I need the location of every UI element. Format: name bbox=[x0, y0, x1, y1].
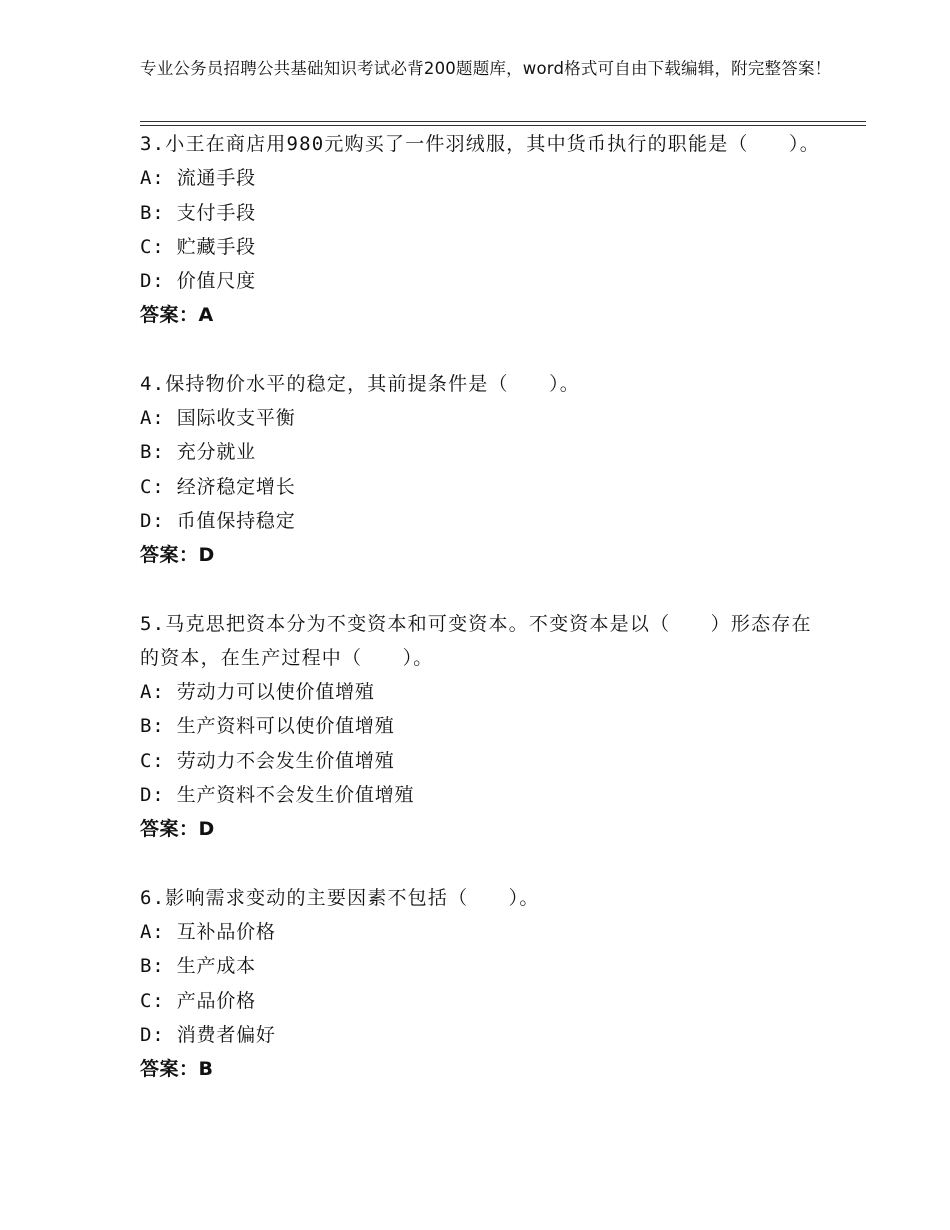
option-b: B: 支付手段 bbox=[140, 201, 256, 224]
option-a: A: 互补品价格 bbox=[140, 920, 276, 943]
option-c: C: 产品价格 bbox=[140, 989, 256, 1012]
question-stem: 3.小王在商店用980元购买了一件羽绒服，其中货币执行的职能是（ ）。 bbox=[140, 133, 820, 155]
option-c: C: 贮藏手段 bbox=[140, 235, 256, 258]
question-stem: 4.保持物价水平的稳定，其前提条件是（ ）。 bbox=[140, 372, 580, 395]
question-spacer bbox=[140, 333, 866, 367]
option-b: B: 生产成本 bbox=[140, 955, 256, 978]
answer-label: 答案：B bbox=[140, 1058, 214, 1081]
option-d: D: 价值尺度 bbox=[140, 270, 256, 293]
option-b: B: 充分就业 bbox=[140, 441, 256, 464]
answer-label: 答案：A bbox=[140, 304, 214, 327]
option-d: D: 消费者偏好 bbox=[140, 1023, 276, 1046]
document-header: 专业公务员招聘公共基础知识考试必背200题题库，word格式可自由下载编辑，附完整答案！ bbox=[140, 59, 832, 78]
option-a: A: 劳动力可以使价值增殖 bbox=[140, 681, 375, 704]
question-stem: 6.影响需求变动的主要因素不包括（ ）。 bbox=[140, 886, 540, 909]
option-d: D: 币值保持稳定 bbox=[140, 509, 296, 532]
question-spacer bbox=[140, 573, 866, 607]
option-d: D: 生产资料不会发生价值增殖 bbox=[140, 784, 415, 807]
option-a: A: 流通手段 bbox=[140, 167, 256, 190]
question-item bbox=[140, 607, 866, 847]
option-c: C: 劳动力不会发生价值增殖 bbox=[140, 749, 395, 772]
header-divider-top bbox=[140, 121, 866, 122]
question-spacer bbox=[140, 847, 866, 881]
option-b: B: 生产资料可以使价值增殖 bbox=[140, 715, 395, 738]
question-item bbox=[140, 127, 866, 333]
answer-label: 答案：D bbox=[140, 544, 215, 567]
question-item bbox=[140, 881, 866, 1087]
question-item bbox=[140, 367, 866, 573]
option-c: C: 经济稳定增长 bbox=[140, 475, 296, 498]
answer-label: 答案：D bbox=[140, 818, 215, 841]
option-a: A: 国际收支平衡 bbox=[140, 407, 296, 430]
header-divider-bottom bbox=[140, 125, 866, 126]
question-stem: 5.马克思把资本分为不变资本和可变资本。不变资本是以（ ）形态存在的资本，在生产过程中（ ）。 bbox=[140, 612, 812, 669]
question-list bbox=[140, 127, 866, 1086]
